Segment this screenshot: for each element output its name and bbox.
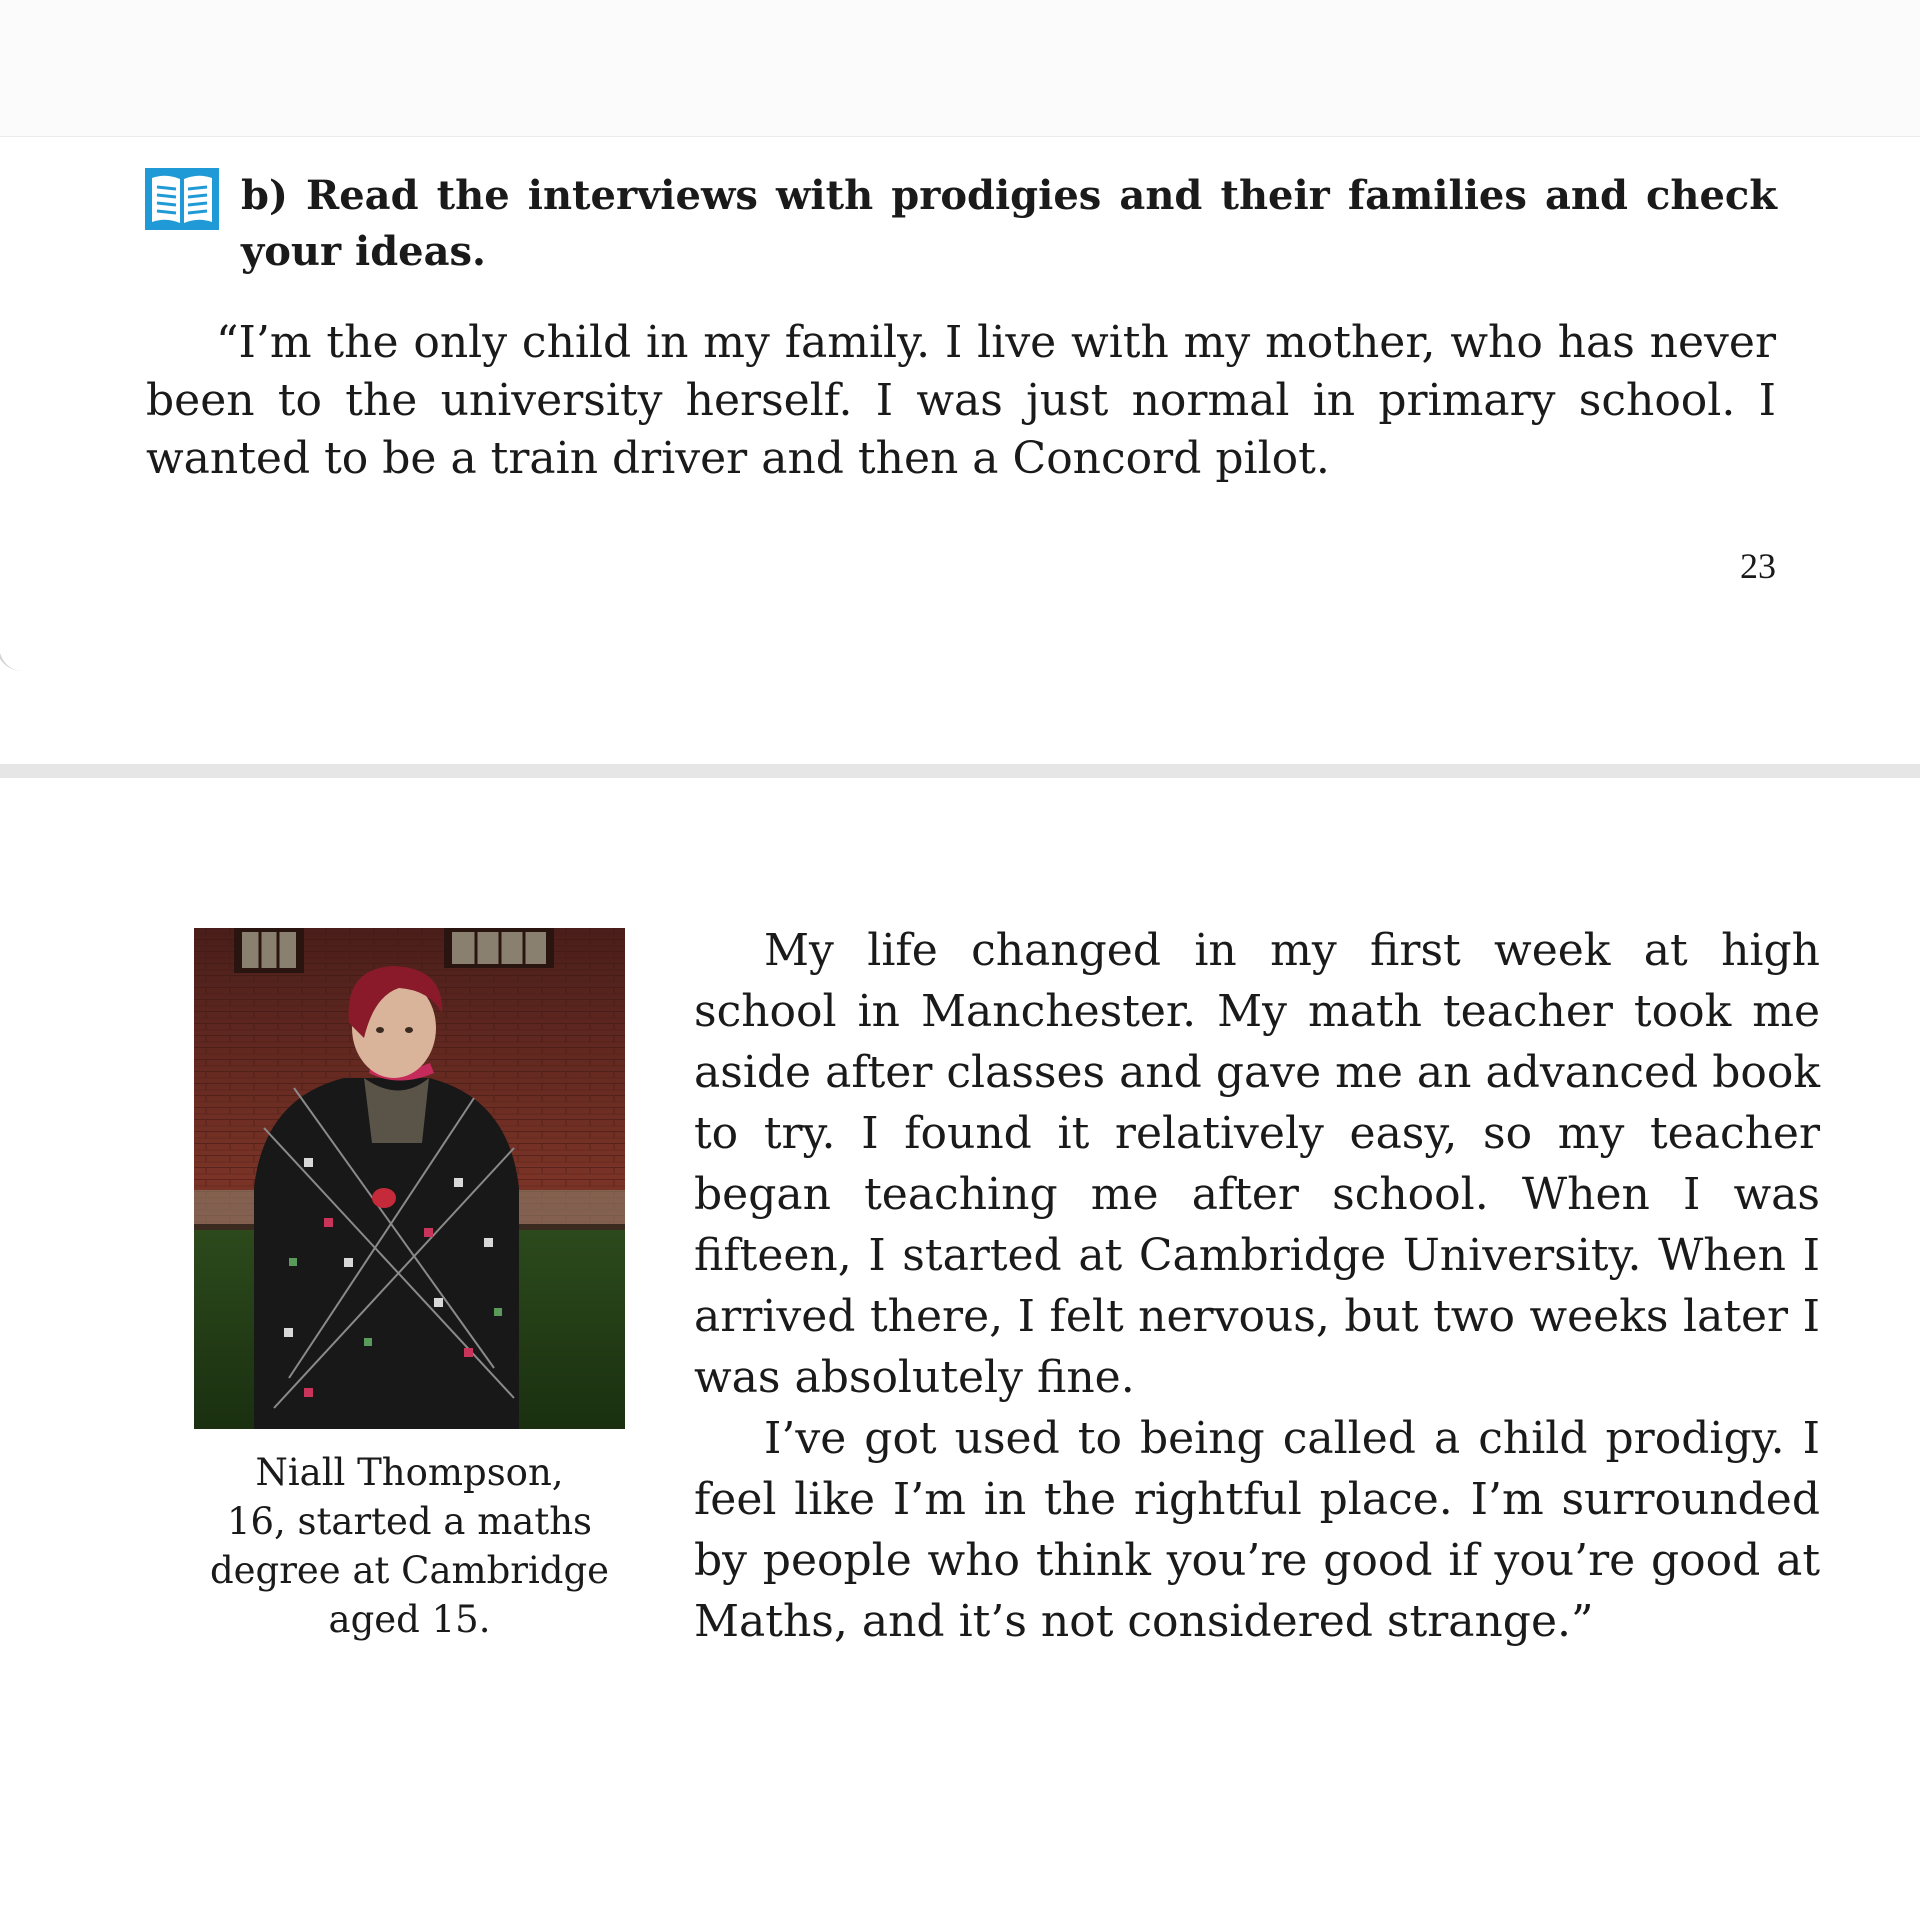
caption-line: Niall Thompson,	[255, 1451, 564, 1494]
body-paragraph-2: I’ve got used to being called a child prodigy. I feel like I’m in the rightful place. I’m surrounded by people who think you’re good if you’re good at Maths, and it’s not considered strange.”	[694, 1413, 1820, 1647]
page-divider	[0, 764, 1920, 778]
photo-caption	[186, 1448, 633, 1644]
interview-body	[694, 920, 1820, 1652]
task-heading: b) Read the interviews with prodigies and their families and check your ideas.	[241, 172, 1777, 275]
viewer-top-margin	[0, 0, 1920, 138]
caption-line: degree at Cambridge	[209, 1549, 610, 1592]
page-number: 23	[1740, 546, 1776, 586]
interview-opening-paragraph: “I’m the only child in my family. I live with my mother, who has never been to the university herself. I was just normal in primary school. I wanted to be a train driver and then a Concord pilot.	[146, 317, 1776, 484]
body-paragraph-1: My life changed in my first week at high school in Manchester. My math teacher took me aside after classes and gave me an advanced book to try. I found it relatively easy, so my teacher began teaching me after school. When I was fifteen, I started at Cambridge University. When I arrived there, I felt nervous, but two weeks later I was absolutely fine.	[694, 925, 1820, 1403]
caption-line: 16, started a maths	[226, 1500, 593, 1543]
student-portrait-photo	[194, 928, 625, 1429]
open-book-icon	[145, 168, 219, 230]
caption-line: aged 15.	[328, 1598, 491, 1641]
